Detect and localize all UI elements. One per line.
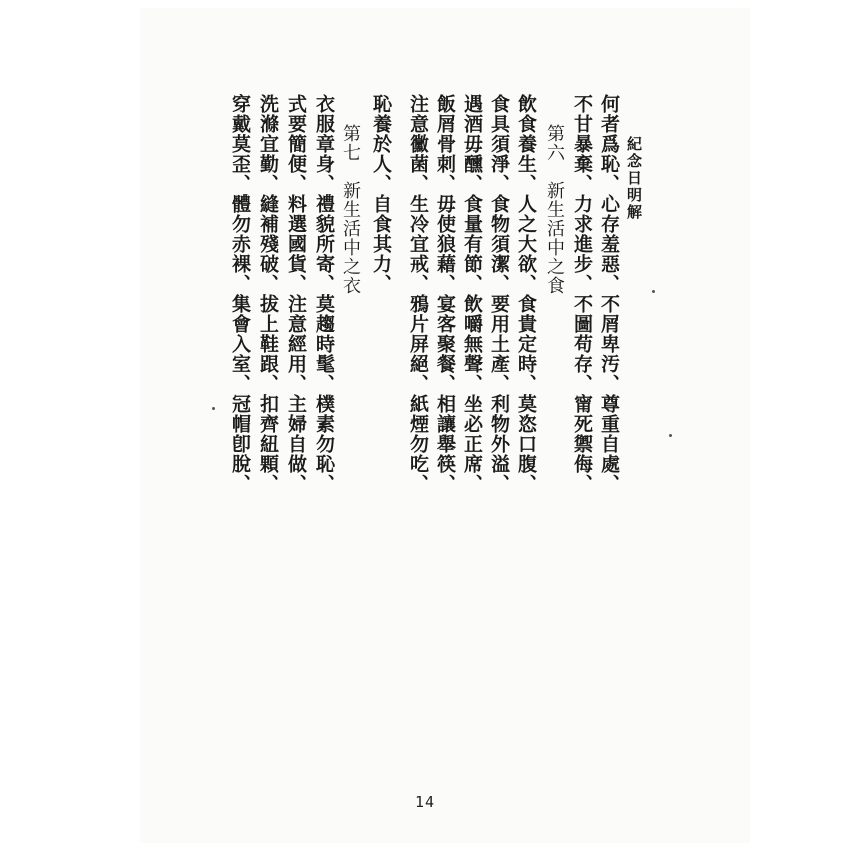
scan-speck <box>652 290 655 293</box>
scan-speck <box>212 407 215 410</box>
text-column-9: 恥養於人、自食其力、 <box>370 94 392 294</box>
text-column-7: 飯屑骨刺、毋使狼藉、宴客聚餐、相讓舉筷、 <box>434 94 456 494</box>
text-column-8: 注意黴菌、生冷宜戒、鴉片屏絕、紙煙勿吃、 <box>407 94 429 494</box>
text-column-2: 不甘暴棄、力求進步、不圖苟存、甯死禦侮、 <box>571 94 593 494</box>
scan-speck <box>669 434 672 437</box>
text-column-5: 食具須淨、食物須潔、要用土產、利物外溢、 <box>488 94 510 494</box>
text-column-1: 何者爲恥、心存羞惡、不屑卑汚、尊重自處、 <box>598 94 620 494</box>
text-column-11: 衣服章身、禮貌所寄、莫趨時髦、樸素勿恥、 <box>313 94 335 494</box>
text-column-12: 式要簡便、料選國貨、注意經用、主婦自做、 <box>285 94 307 494</box>
section-heading-7: 第七 新生活中之衣 <box>340 124 361 295</box>
section-heading-6: 第六 新生活中之食 <box>544 124 565 295</box>
text-column-6: 遇酒毋醺、食量有節、飲嚼無聲、坐必正席、 <box>461 94 483 494</box>
running-header: 紀念日明解 <box>625 136 643 221</box>
text-column-4: 飲食養生、人之大欲、食貴定時、莫恣口腹、 <box>515 94 537 494</box>
text-column-13: 洗滌宜勤、縫補殘破、拔上鞋跟、扣齊紐顆、 <box>257 94 279 494</box>
page-number: 14 <box>414 793 436 811</box>
text-column-14: 穿戴莫歪、體勿赤裸、集會入室、冠帽卽脫、 <box>229 94 251 494</box>
